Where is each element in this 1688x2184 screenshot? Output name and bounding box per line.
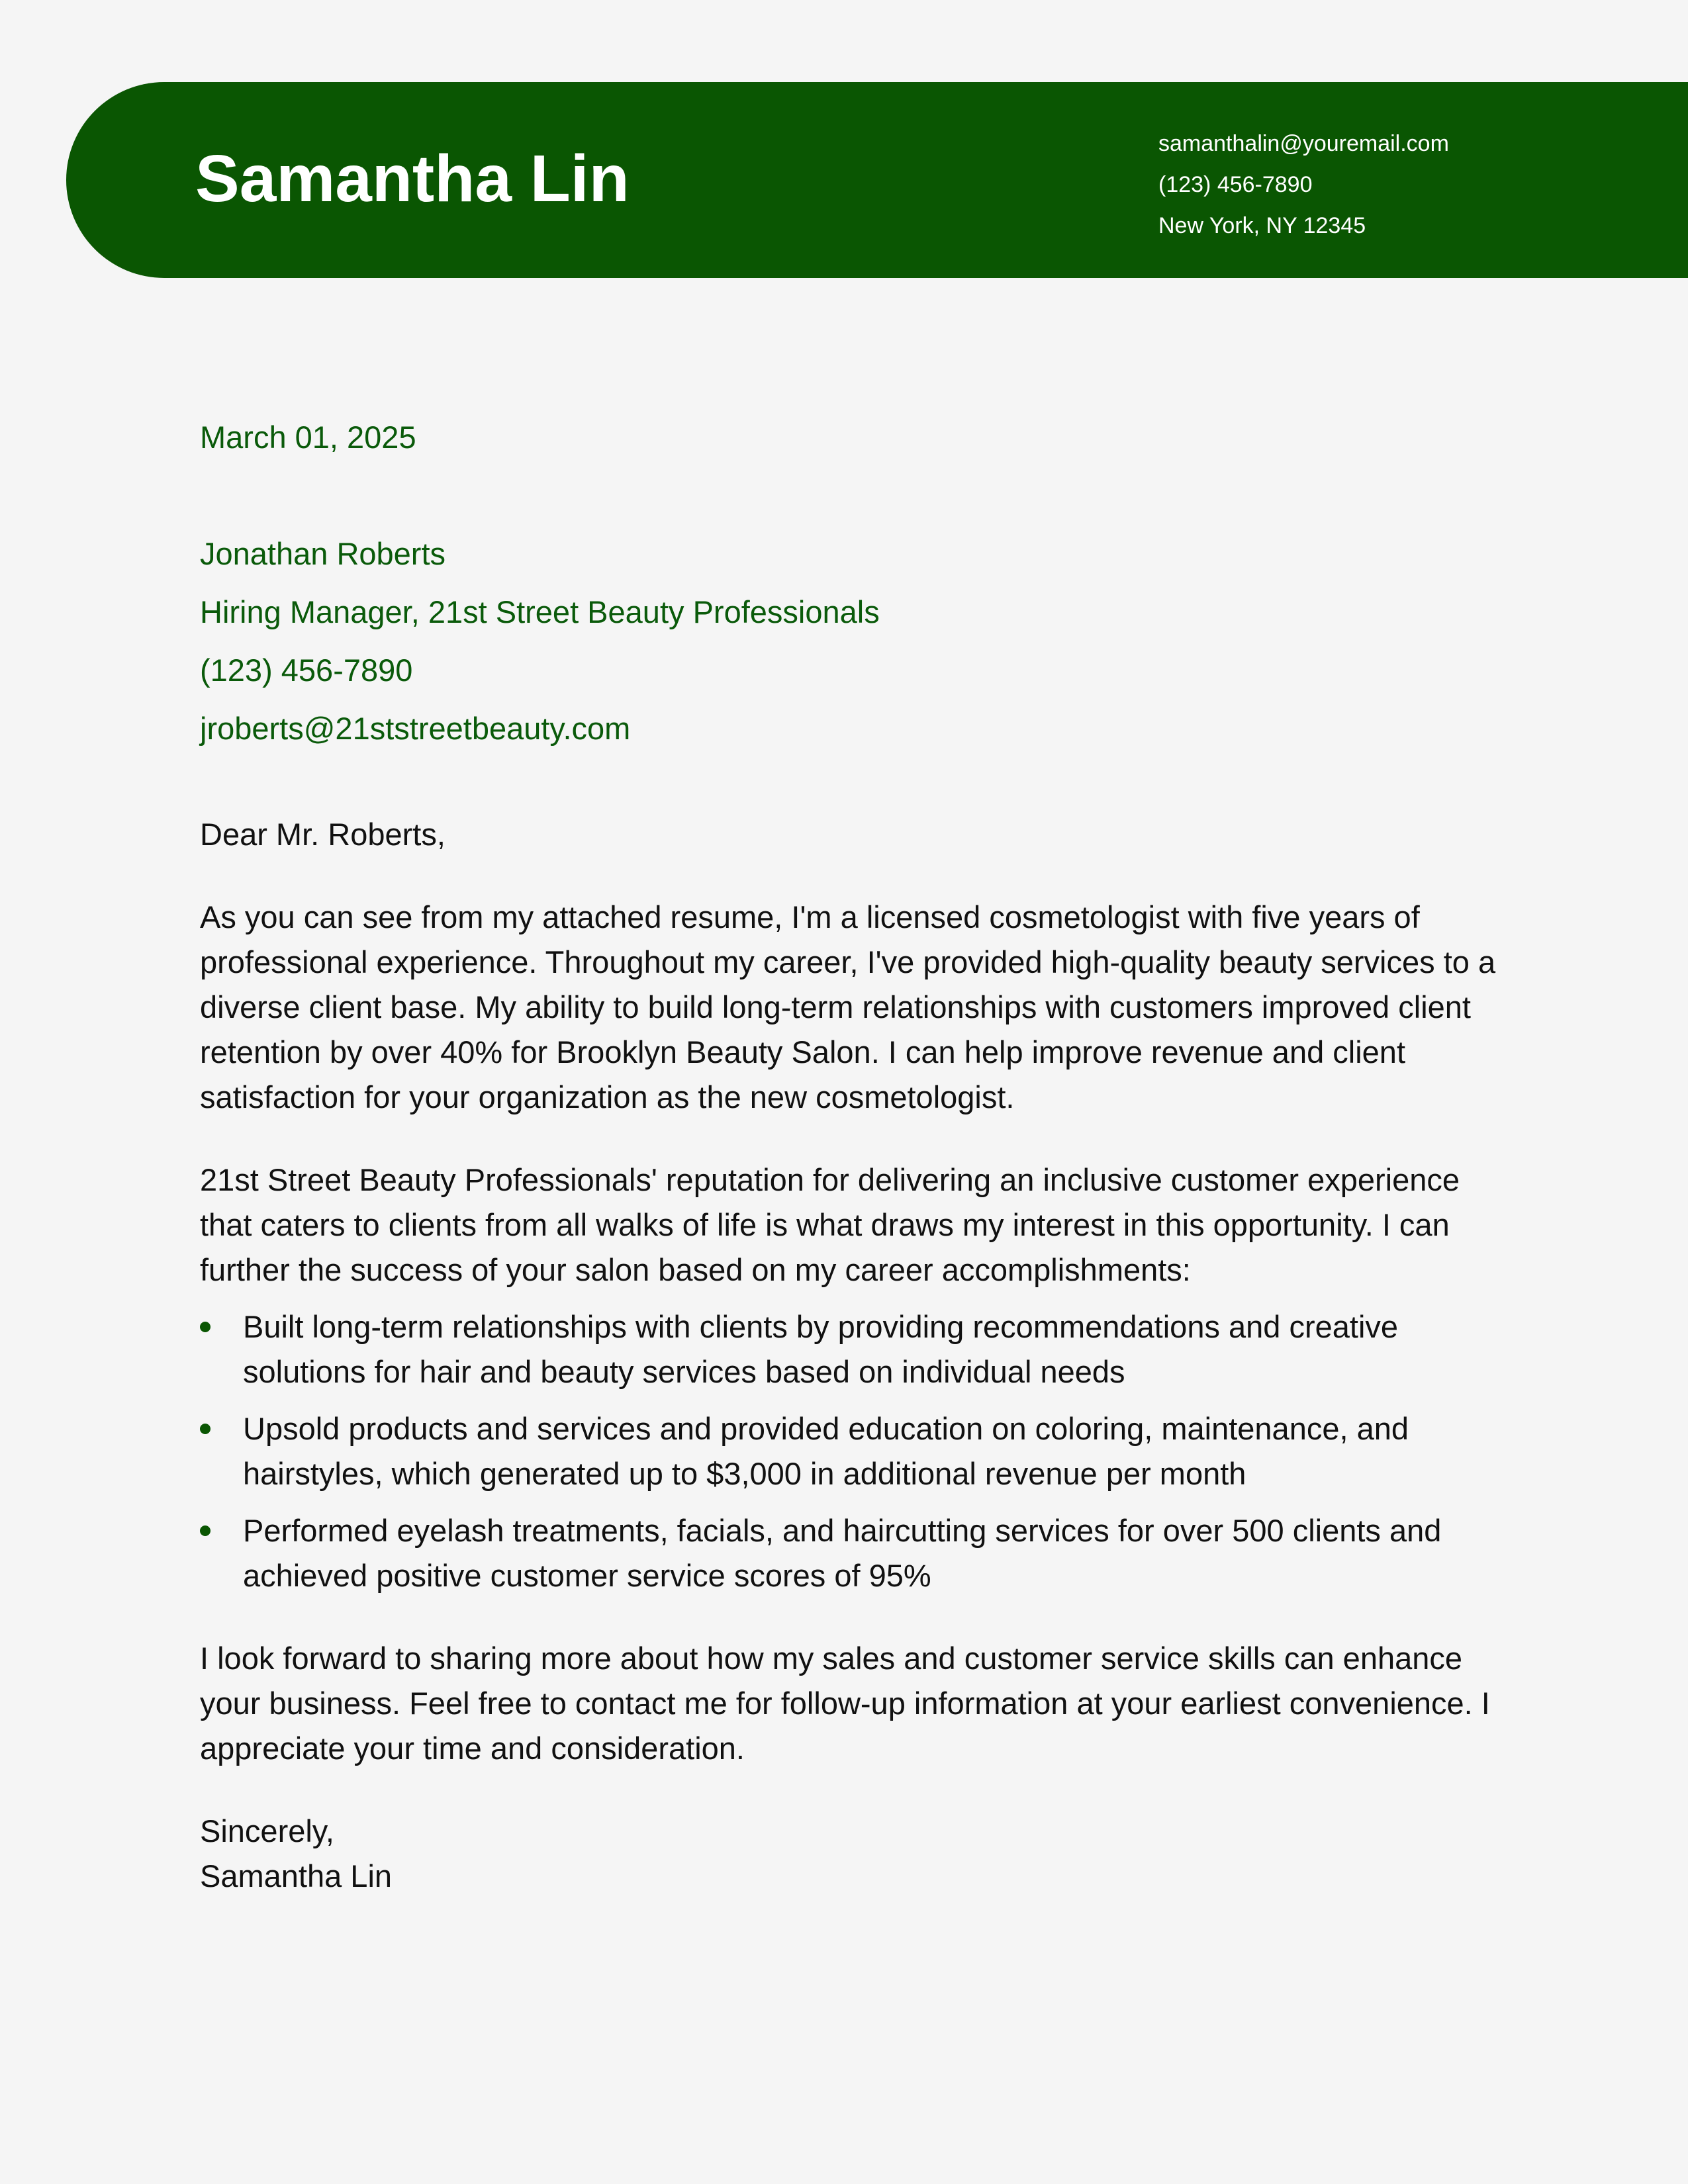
signature: Samantha Lin <box>200 1858 393 1893</box>
list-item <box>200 1508 1497 1598</box>
closing-line: Sincerely, <box>200 1813 334 1848</box>
list-item <box>200 1406 1497 1496</box>
bullet-dot-icon <box>200 1424 211 1434</box>
sender-location: New York, NY 12345 <box>1158 213 1366 238</box>
recipient-title: Hiring Manager, 21st Street Beauty Professionals <box>200 594 880 629</box>
paragraph-interest: 21st Street Beauty Professionals' reputation for delivering an inclusive customer experience that caters to clients from all walks of life is what draws my interest in this opportunity. I can further the success of your salon based on my career accomplishments: <box>200 1162 1460 1287</box>
header-banner <box>66 82 1688 278</box>
letter-date: March 01, 2025 <box>200 420 416 455</box>
letter-body <box>200 812 1497 1899</box>
list-item-text: Upsold products and services and provided education on coloring, maintenance, and hairstyles, which generated up to $3,000 in additional revenue per month <box>243 1411 1409 1491</box>
list-item <box>200 1304 1497 1394</box>
list-item-text: Built long-term relationships with clients by providing recommendations and creative solutions for hair and beauty services based on individual needs <box>243 1309 1399 1389</box>
accomplishments-list <box>200 1304 1497 1598</box>
sender-phone: (123) 456-7890 <box>1158 172 1313 197</box>
bullet-dot-icon <box>200 1525 211 1536</box>
recipient-block <box>200 525 880 758</box>
recipient-phone: (123) 456-7890 <box>200 653 413 688</box>
recipient-name: Jonathan Roberts <box>200 536 446 571</box>
recipient-email: jroberts@21ststreetbeauty.com <box>200 711 631 746</box>
list-item-text: Performed eyelash treatments, facials, and haircutting services for over 500 clients and achieved positive customer service scores of 95% <box>243 1513 1442 1593</box>
sender-name: Samantha Lin <box>195 142 630 216</box>
paragraph-closing: I look forward to sharing more about how my sales and customer service skills can enhance your business. Feel free to contact me for follow-up information at your earliest convenience. I appreciate your time and consideration. <box>200 1641 1490 1766</box>
bullet-dot-icon <box>200 1322 211 1332</box>
salutation: Dear Mr. Roberts, <box>200 817 445 852</box>
sender-contact <box>1158 123 1449 246</box>
sender-email: samanthalin@youremail.com <box>1158 131 1449 156</box>
paragraph-intro: As you can see from my attached resume, I'm a licensed cosmetologist with five years of professional experience. Throughout my career, I've provided high-quality beauty services to a diverse client base. My ability to build long-term relationships with customers improved client retention by over 40% for Brooklyn Beauty Salon. I can help improve revenue and client satisfaction for your organization as the new cosmetologist. <box>200 899 1496 1115</box>
